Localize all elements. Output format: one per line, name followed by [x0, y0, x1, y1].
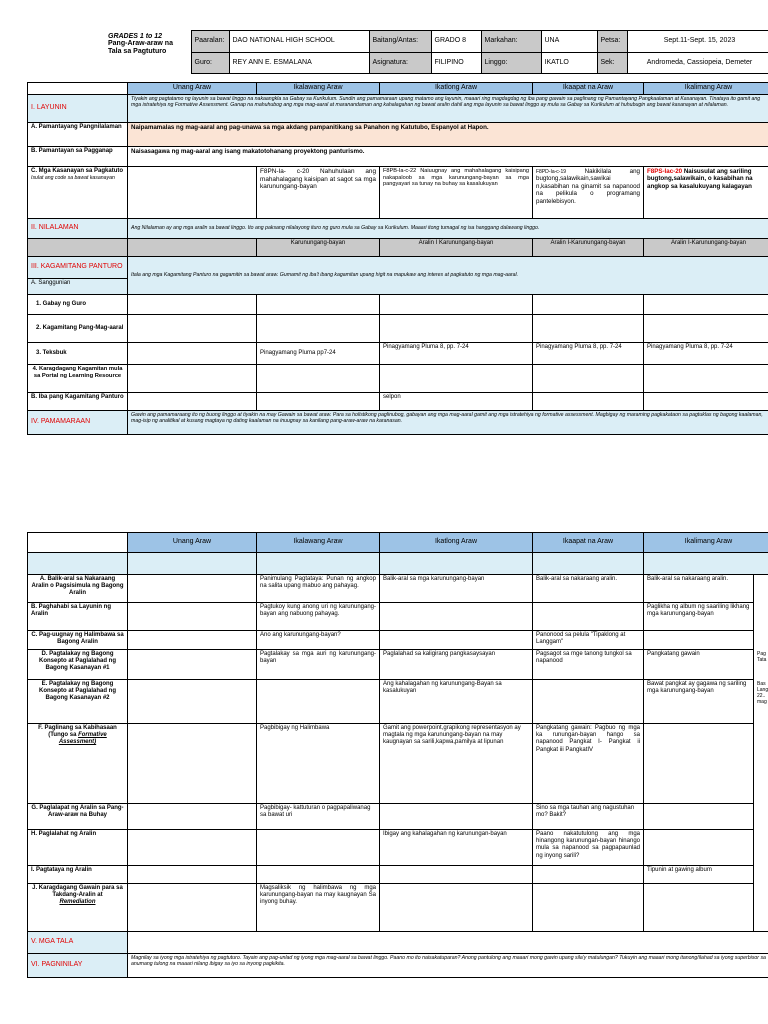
pamamaraan-label: IV. PAMAMARAAN	[28, 411, 128, 435]
karagdagang-kagamitan-label: 4. Karagdagang Kagamitan mula sa Portal ng Learning Resource	[28, 365, 128, 393]
dll-table-page2	[27, 532, 768, 978]
paglinang-day2: Pagbibigay ng Halimbawa	[257, 724, 380, 804]
pagtalakay-2-label: E. Pagtalakay ng Bagong Konsepto at Paglalahad ng Bagong Kasanayan #2	[28, 680, 128, 724]
baitang-label: Baitang/Antas:	[369, 31, 431, 53]
pagtataya-day5: Tipunin at gawing album	[644, 866, 754, 884]
teksbuk-day5: Pinagyamang Pluma 8, pp. 7-24	[644, 343, 768, 365]
balik-aral-label: A. Balik-aral sa Nakaraang Aralin o Pagsisimula ng Bagong Aralin	[28, 575, 128, 603]
day-4-p2: Ikaapat na Araw	[533, 533, 644, 553]
teksbuk-day2: Pinagyamang Pluma pp7-24	[257, 343, 380, 365]
sek-label: Sek:	[597, 52, 627, 74]
teksbuk-day3: Pinagyamang Pluma 8, pp. 7-24	[380, 343, 533, 365]
kasanayan-label: C. Mga Kasanayan sa Pagkatuto Isulat ang code sa bawat kasanayan	[28, 167, 128, 219]
paglalahat-label: H. Paglalahat ng Aralin	[28, 830, 128, 866]
pagtataya-label: I. Pagtataya ng Aralin	[28, 866, 128, 884]
paghahabi-day2: Pagtukoy kung anong uri ng karunungang-bayan ang nabuong pahayag.	[257, 603, 380, 631]
kagamitang-pang-mag-aaral-label: 2. Kagamitang Pang-Mag-aaral	[28, 315, 128, 343]
pamamaraan-text: Gawin ang pamamaraang ito ng buong linggo at tiyakin na may Gawain sa bawat araw. Para sa holistikong paglinubog, gabayan ang mga mag-aaral gamit ang mga istratehiya ng formative assessment. Magbigay ng maraming pagkakataon sa pagtuklas ng bagong kaalaman, mag-isip ng analitikal at kusang magtaya ng dating kaalaman na inuugnay sa kanilang pang-araw-araw na karanasan.	[128, 411, 768, 435]
pamantayang-pangnilalaman-text: Naipamamalas ng mag-aaral ang pag-unawa sa mga akdang pampanitikang sa Panahon ng Katutubo, Espanyol at Hapon.	[128, 123, 768, 147]
teksbuk-day4: Pinagyamang Pluma 8, pp. 7-24	[533, 343, 644, 365]
paglalapat-day4: Sino sa mga tauhan ang nagustuhan mo? Bakit?	[533, 804, 644, 830]
header-table	[105, 30, 768, 74]
gabay-guro-label: 1. Gabay ng Guro	[28, 295, 128, 315]
pamantayang-pangnilalaman-label: A. Pamantayang Pangnilalaman	[28, 123, 128, 147]
linggo-value: IKATLO	[541, 52, 597, 74]
day-header-row-2	[28, 533, 768, 553]
karagdagang-gawain-label: J. Karagdagang Gawain para sa Takdang-Aralin at Remediation	[28, 884, 128, 932]
petsa-label: Petsa:	[597, 31, 627, 53]
kasanayan-day3: F8PB-Ia-c-22 Naiuugnay ang mahahalagang kaisipang nakapaloob sa mga karunungang-bayan sa mga pangyayari sa tunay na buhay sa kasalukuyan	[380, 167, 533, 219]
pagtalakay-1-day3: Paglalahad sa kaligirang pangkasaysayan	[380, 650, 533, 680]
layunin-text: Tiyakin ang pagtatamo ng layunin sa bawat linggo na nakaangkla sa Gabay sa Kurikulum. Sundin ang pamamaraan upang matamo ang layunin, maaari ring magdagdag ng iba pang gawain sa paglinang ng Pamantayang Pangkaalaman at Kasanayan. Tinataya ito gamit ang mga istratehiya ng Formative Assessment. Ganap na mahuhubog ang mga mag-aaral at maranandaman ang kahalagahan ng bawat aralin dahil ang mga layunin sa bawat linggo ay mula sa Gabay sa Kurikulum at huhubugin ang bawat kasanayan at nilalaman.	[128, 95, 768, 123]
iba-pang-kagamitan-label: B. Iba pang Kagamitang Panturo	[28, 393, 128, 411]
iba-pang-kagamitan-day3: selpon	[380, 393, 533, 411]
petsa-value: Sept.11-Sept. 15, 2023	[627, 31, 768, 53]
asignatura-value: FILIPINO	[431, 52, 481, 74]
day-2-p2: Ikalawang Araw	[257, 533, 380, 553]
pagtalakay-1-label: D. Pagtalakay ng Bagong Konsepto at Paglalahad ng Bagong Kasanayan #1	[28, 650, 128, 680]
dll-table-page1	[27, 82, 768, 435]
day-3-p2: Ikatlong Araw	[380, 533, 533, 553]
nilalaman-day2: Karunungang-bayan	[257, 239, 380, 257]
kagamitan-text: Itala ang mga Kagamitang Panturo na gagamitin sa bawat araw. Gumamit ng iba't ibang kagamitan upang higit na mapukaw ang interes at pagkatuto ng mga mag-aaral.	[128, 257, 768, 295]
kagamitan-label: III. KAGAMITANG PANTURO	[28, 257, 128, 279]
linggo-label: Linggo:	[481, 52, 541, 74]
nilalaman-label: II. NILALAMAN	[28, 219, 128, 239]
markahan-value: UNA	[541, 31, 597, 53]
teksbuk-label: 3. Teksbuk	[28, 343, 128, 365]
paaralan-value: DAO NATIONAL HIGH SCHOOL	[229, 31, 369, 53]
pamantayan-pagganap-label: B. Pamantayan sa Pagganap	[28, 147, 128, 167]
balik-aral-day4: Balik-aral sa nakaraang aralin.	[533, 575, 644, 603]
asignatura-label: Asignatura:	[369, 52, 431, 74]
kasanayan-day4: F8PD-Ia-c-19 Nakikilala ang bugtong,salawikain,sawikai n,kasabihan na ginamit sa napanood na pelikula o programang pantelebisyon.	[533, 167, 644, 219]
pagtalakay-2-day5: Bawat pangkat ay gagawa ng sariling mga karunungang-bayan	[644, 680, 754, 724]
layunin-label: I. LAYUNIN	[28, 95, 128, 123]
day-5: Ikalimang Araw	[644, 83, 768, 95]
nilalaman-text: Ang Nilalaman ay ang mga aralin sa bawat linggo. Ito ang paksang nilalayong ituro ng guro mula sa Gabay sa Kurikulum. Maaari itong tumagal ng isa hanggang dalawang linggo.	[128, 219, 768, 239]
markahan-label: Markahan:	[481, 31, 541, 53]
paghahabi-day5: Paglikha ng album ng saariling likhang mga karunungang-bayan	[644, 603, 754, 631]
pamantayan-pagganap-text: Naisasagawa ng mag-aaral ang isang makatotohanang proyektong panturismo.	[128, 147, 768, 167]
kasanayan-day2: F8PN-Ia- c-20 Nahuhulaan ang mahahalagang kaisipan at sagot sa mga karunungang-bayan	[257, 167, 380, 219]
day-header-row	[28, 83, 768, 95]
day-5-p2: Ikalimang Araw	[644, 533, 768, 553]
paglalapat-label: G. Paglalapat ng Aralin sa Pang-Araw-araw na Buhay	[28, 804, 128, 830]
paaralan-label: Paaralan:	[191, 31, 229, 53]
pagtalakay-1-day4: Pagsagot sa mge tanong tungkol sa napanood	[533, 650, 644, 680]
paghahabi-label: B. Paghahabi sa Layunin ng Aralin	[28, 603, 128, 631]
sek-value: Andromeda, Cassiopeia, Demeter	[627, 52, 768, 74]
balik-aral-day3: Balik-aral sa mga karunungang-bayan	[380, 575, 533, 603]
pagtalakay-2-day3: Ang kahalagahan ng karunungang-Bayan sa kasalukuyan	[380, 680, 533, 724]
form-title: GRADES 1 to 12 Pang-Araw-araw na Tala sa Pagtuturo	[108, 32, 173, 55]
day-3: Ikatlong Araw	[380, 83, 533, 95]
guro-value: REY ANN E. ESMALANA	[229, 52, 369, 74]
mga-tala-label: V. MGA TALA	[28, 932, 128, 954]
paglalapat-day2: Pagbibigay- kattuturan o pagpapaliwanag sa bawat uri	[257, 804, 380, 830]
day-1-p2: Unang Araw	[128, 533, 257, 553]
pagtalakay-1-overflow: Pag Tata	[757, 650, 767, 663]
guro-label: Guro:	[191, 52, 229, 74]
paglalahat-day4: Paano nakatutulong ang mga hinangong karunungan-bayan hinango mula sa napanood sa pagpapaunlad ng inyong sarili?	[533, 830, 644, 866]
paglinang-day4: Pangkatang gawain: Pagbuo ng mga ka runungan-bayan hango sa napanood Pangkat I- Pangkat ii Pangkat iii PangkatIV	[533, 724, 644, 804]
pagtalakay-1-day5: Pangkatang gawain	[644, 650, 754, 680]
pagninilay-label: VI. PAGNINILAY	[28, 954, 128, 978]
nilalaman-day5: Aralin I-Karunungang-bayan	[644, 239, 768, 257]
paglinang-label: F. Paglinang sa Kabihasaan (Tungo sa Formative Assessment)	[28, 724, 128, 804]
pagtalakay-2-overflow: Bas Lang 22.. mag	[757, 680, 768, 705]
nilalaman-day3: Aralin I Karunungang-bayan	[380, 239, 533, 257]
balik-aral-day5: Balik-aral sa nakaraang aralin.	[644, 575, 754, 603]
day-2: Ikalawang Araw	[257, 83, 380, 95]
sanggunian-label: A. Sanggunian	[28, 279, 128, 295]
pagtalakay-1-day2: Pagtalakay sa mga auri ng karunungang- bayan	[257, 650, 380, 680]
pag-uugnay-label: C. Pag-uugnay ng Halimbawa sa Bagong Aralin	[28, 631, 128, 650]
pagninilay-text: Magnilay sa iyong mga istratehiya ng pagtuturo. Tayain ang pag-unlad ng iyong mga mag-aaral sa bawat linggo. Paano mo ito naisakatuparan? Anong pantulong ang maaari mong gawin upang sila'y matulungan? Tukuyin ang maaari mong itanong/ilahad sa iyong superbisor sa anumang tulong na maaari nilang ibigay sa iyo sa inyong pagkikita.	[128, 954, 768, 978]
pag-uugnay-day2: Ano ang karunungang-bayan?	[257, 631, 380, 650]
balik-aral-day2: Panimulang Pagtataya: Punan ng angkop na salita upang mabuo ang pahayag.	[257, 575, 380, 603]
kasanayan-day5: F8PS-Iac-20 Naisusulat ang sariling bugtong,salawikain, o kasabihan na angkop sa kasalukuyang kalagayan	[644, 167, 768, 219]
paglalahat-day3: Ibigay ang kahalagahan ng karunungan-bayan	[380, 830, 533, 866]
baitang-value: GRADO 8	[431, 31, 481, 53]
nilalaman-day4: Aralin I-Karunungang-bayan	[533, 239, 644, 257]
day-4: Ikaapat na Araw	[533, 83, 644, 95]
paglinang-day3: Gamit ang powerpoint,grapikong representasyon ay magtala ng mga karunungang-bayan na may kaugnayan sa sarili,kapwa,pamilya at lipunan	[380, 724, 533, 804]
pag-uugnay-day4: Panonood sa pelula "Tipaklong at Langgam"	[533, 631, 644, 650]
day-1: Unang Araw	[128, 83, 257, 95]
karagdagang-gawain-day2: Magsaliksik ng halimbawa ng mga karunungang-bayan na may kaugnayan Sa inyong buhay.	[257, 884, 380, 932]
